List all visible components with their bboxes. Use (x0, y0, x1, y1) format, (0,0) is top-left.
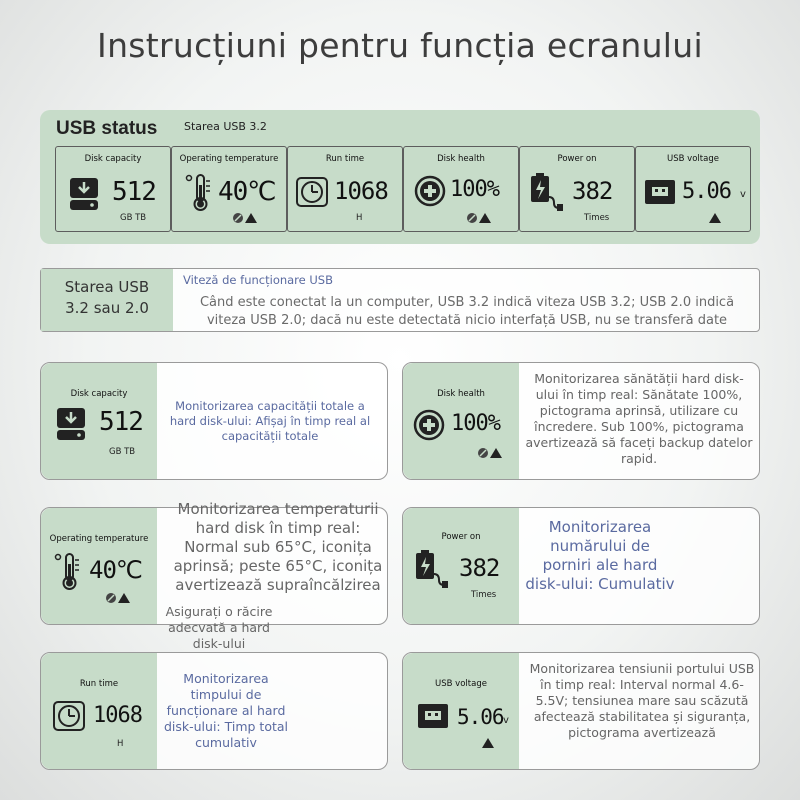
usb-speed-body: Când este conectat la un computer, USB 3.2 indică viteza USB 3.2; USB 2.0 indică viteza USB 2.0; dacă nu este detectată nicio interfață USB, nu se transferă date (199, 295, 735, 328)
page-title: Instrucțiuni pentru funcția ecranului (97, 26, 703, 65)
power-on-unit: Times (471, 590, 497, 600)
usb-port-icon (417, 703, 449, 729)
usb-port-icon (644, 179, 676, 205)
runtime-value: 1068 (93, 703, 142, 728)
voltage-unit: v (503, 715, 509, 726)
card-label: Operating temperature (49, 534, 149, 544)
card-description: Monitorizarea tensiunii portului USB în timp real: Interval normal 4.6-5.5V; tensiunea mare sau scăzută afectează stabilitatea și siguranța, pictograma avertizează (529, 661, 755, 740)
panel-heading: USB status (56, 118, 158, 139)
power-on-value: 382 (572, 177, 613, 205)
tile-disk-health (403, 146, 519, 232)
hard-drive-icon (55, 407, 87, 441)
card-run-time (40, 652, 388, 770)
temperature-value: 40℃ (89, 556, 142, 584)
power-on-value: 382 (459, 554, 500, 582)
thermometer-icon (184, 173, 214, 213)
warning-icons (477, 447, 503, 459)
tile-label: Disk capacity (84, 154, 142, 164)
card-disk-capacity (40, 362, 388, 480)
warning-icon (481, 737, 495, 749)
card-usb-voltage (402, 652, 760, 770)
tile-operating-temperature (171, 146, 287, 232)
thermometer-icon (53, 552, 83, 592)
health-value: 100% (451, 411, 500, 436)
hard-drive-icon (68, 177, 100, 211)
health-cross-icon (414, 175, 446, 207)
clock-icon (53, 701, 85, 731)
warning-icons (232, 212, 258, 224)
card-label: USB voltage (435, 679, 487, 689)
capacity-value: 512 (112, 177, 156, 207)
tile-label: Power on (557, 154, 597, 164)
usb-speed-heading: Viteză de funcționare USB (183, 273, 333, 287)
card-label: Disk health (437, 389, 485, 399)
capacity-unit: GB TB (109, 447, 136, 457)
card-note: Asigurați o răcire adecvată a hard disk-ului (165, 604, 273, 651)
tile-label: Disk health (437, 154, 485, 164)
power-on-unit: Times (584, 213, 610, 223)
health-value: 100% (450, 177, 499, 202)
tile-label: Operating temperature (179, 154, 279, 164)
card-description: Monitorizarea numărului de porniri ale hard disk-ului: Cumulativ (525, 518, 675, 593)
voltage-value: 5.06 (457, 705, 504, 729)
card-label: Run time (79, 679, 119, 689)
card-operating-temperature (40, 500, 388, 651)
warning-icon (708, 212, 722, 224)
card-description: Monitorizarea sănătății hard disk-ului în timp real: Sănătate 100%, pictograma aprinsă, utilizare cu încredere. Sub 100%, pictograma avertizează să faceți backup datelor rapid. (525, 371, 753, 466)
voltage-unit: v (740, 189, 746, 200)
runtime-value: 1068 (334, 177, 388, 205)
card-label: Disk capacity (70, 389, 128, 399)
health-cross-icon (413, 409, 445, 441)
warning-icons (466, 212, 492, 224)
runtime-unit: H (117, 739, 124, 749)
clock-icon (296, 177, 328, 207)
battery-plug-icon (530, 173, 564, 211)
tile-label: Run time (325, 154, 365, 164)
tile-power-on (519, 146, 635, 232)
tile-usb-voltage (635, 146, 751, 232)
card-description: Monitorizarea timpului de funcționare al hard disk-ului: Timp total cumulativ (163, 671, 289, 750)
panel-subheading: Starea USB 3.2 (184, 120, 267, 133)
usb-status-label: Starea USB 3.2 sau 2.0 (64, 278, 150, 317)
temperature-value: 40℃ (218, 177, 276, 207)
card-description: Monitorizarea capacității totale a hard disk-ului: Afișaj în timp real al capacității totale (169, 399, 371, 443)
card-description: Monitorizarea temperaturii hard disk în timp real: Normal sub 65°C, iconița aprinsă; peste 65°C, iconița avertizează supraîncălzirea (173, 500, 383, 594)
capacity-value: 512 (99, 407, 143, 437)
tile-label: USB voltage (667, 154, 719, 164)
card-disk-health (402, 362, 760, 480)
usb-status-label-box (41, 269, 173, 331)
voltage-value: 5.06 (682, 179, 731, 204)
tile-disk-capacity (55, 146, 171, 232)
card-power-on (402, 507, 760, 625)
battery-plug-icon (415, 550, 449, 588)
card-label: Power on (441, 532, 481, 542)
tile-run-time (287, 146, 403, 232)
capacity-unit: GB TB (120, 213, 147, 223)
warning-icons (105, 592, 131, 604)
runtime-unit: H (356, 213, 363, 223)
